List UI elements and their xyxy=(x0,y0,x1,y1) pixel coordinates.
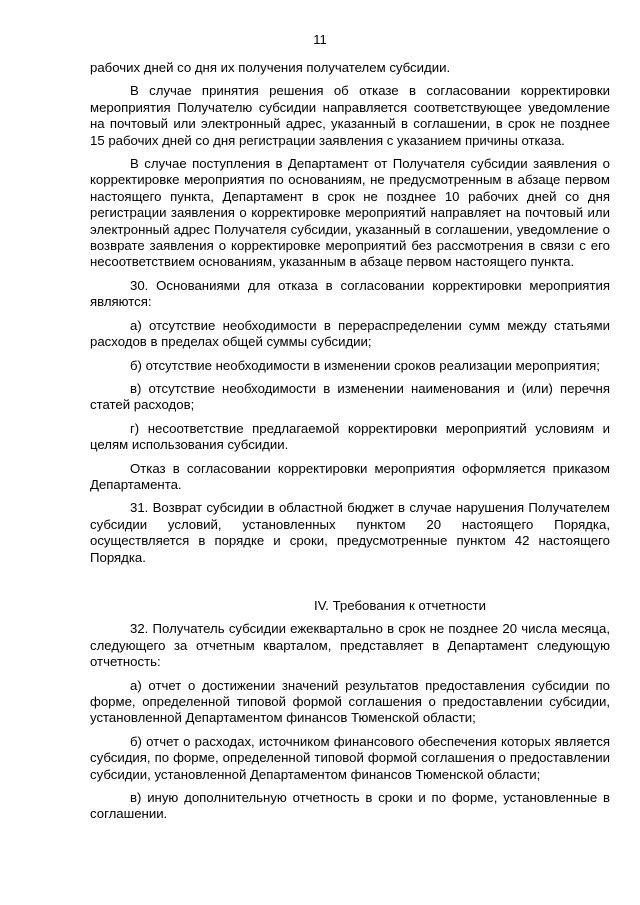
report-item-a: а) отчет о достижении значений результатов предоставления субсидии по форме, определенной типовой формой соглашения о предоставлении субсидии, установленной Департаментом финансов Тюменской области; xyxy=(90,677,610,726)
paragraph-refusal-order: Отказ в согласовании корректировки мероприятия оформляется приказом Департамента. xyxy=(90,460,610,492)
page-number: 11 xyxy=(313,32,327,47)
paragraph-return-notice: В случае поступления в Департамент от Получателя субсидии заявления о корректировке мероприятия по основаниям, не предусмотренным в абзаце первом настоящего пункта, Департамент в срок не позднее 10 рабочих дней со дня регистрации заявления о корректировке мероприятий направляет на почтовый или электронный адрес Получателя субсидии, указанный в соглашении, уведомление о возврате заявления о корректировке мероприятий без рассмотрения в связи с его несоответствием основаниям, указанным в абзаце первом настоящего пункта. xyxy=(90,156,610,270)
paragraph-refusal-notice: В случае принятия решения об отказе в согласовании корректировки мероприятия Получателю субсидии направляется соответствующее уведомление на почтовый или электронный адрес, указанный в соглашении, в срок не позднее 15 рабочих дней со дня регистрации заявления с указанием причины отказа. xyxy=(90,83,610,148)
paragraph-item-30: 30. Основаниями для отказа в согласовании корректировки мероприятия являются: xyxy=(90,277,610,310)
list-item-b: б) отсутствие необходимости в изменении сроков реализации мероприятия; xyxy=(130,357,600,373)
list-item-v: в) отсутствие необходимости в изменении наименования и (или) перечня статей расходов; xyxy=(90,380,610,413)
list-item-g: г) несоответствие предлагаемой корректировки мероприятий условиям и целям использования субсидии. xyxy=(90,420,610,453)
report-item-b: б) отчет о расходах, источником финансового обеспечения которых является субсидия, по форме, определенной типовой формой соглашения о предоставлении субсидии, установленной Департаментом финансов Тюменской области; xyxy=(90,733,610,782)
section-heading: IV. Требования к отчетности xyxy=(314,597,486,613)
report-item-v: в) иную дополнительную отчетность в сроки и по форме, установленные в соглашении. xyxy=(90,790,610,822)
paragraph-continuation: рабочих дней со дня их получения получателем субсидии. xyxy=(90,60,451,75)
document-body xyxy=(90,60,610,830)
paragraph-item-31: 31. Возврат субсидии в областной бюджет в случае нарушения Получателем субсидии условий, установленных пунктом 20 настоящего Порядка, осуществляется в порядке и сроки, предусмотренные пунктом 42 настоящего Порядка. xyxy=(90,500,610,565)
list-item-a: а) отсутствие необходимости в перераспределении сумм между статьями расходов в пределах общей суммы субсидии; xyxy=(90,317,610,350)
paragraph-item-32: 32. Получатель субсидии ежеквартально в срок не позднее 20 числа месяца, следующего за отчетным кварталом, представляет в Департамент следующую отчетность: xyxy=(90,621,610,670)
